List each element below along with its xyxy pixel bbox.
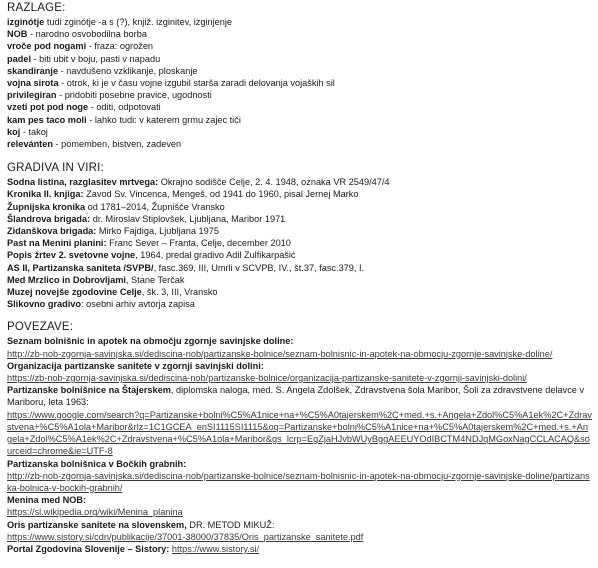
gradivo-item xyxy=(7,262,592,274)
link-title: Menina med NOB: xyxy=(7,495,87,506)
gradivo-item xyxy=(7,225,592,237)
source-detail: , 1964, predal gradivo Adil Zulfikarpašić xyxy=(135,250,296,261)
link-title: Partizanske bolnišnice na Štajerskem xyxy=(7,385,171,396)
spacer xyxy=(7,310,592,321)
link-url[interactable]: http://zb-nob-zgornja-savinjska.si/dediscina-nob/partizanske-bolnice/seznam-bolnisnic-in-apotek-na-obmocju-zgornje-savinjske-doline/partizanska-bolnica-v-bockih-grabnih/ xyxy=(7,470,590,493)
link-title: Portal Zgodovina Slovenije – Sistory: xyxy=(7,543,170,554)
definition: - lahko tudi: v katerem grmu zajec tiči xyxy=(86,114,241,125)
source-title: Kronika II. knjiga: xyxy=(7,189,84,200)
source-title: Sodna listina, razglasitev mrtvega: xyxy=(7,177,159,188)
razlage-item xyxy=(7,16,592,28)
term: NOB xyxy=(7,29,28,40)
source-title: Šlandrova brigada: xyxy=(7,213,91,224)
link-url[interactable]: https://zb-nob-zgornja-savinjska.si/dediscina-nob/partizanske-bolnice/organizacija-partizanske-sanitete-v-zgornji-savinjski-dolini/ xyxy=(7,373,527,384)
term: relevánten xyxy=(7,139,53,150)
razlage-item xyxy=(7,65,592,77)
link-url[interactable]: http://zb-nob-zgornja-savinjska.si/dediscina-nob/partizanske-bolnice/seznam-bolnisnic-in-apotek-na-obmocju-zgornje-savinjske-doline/ xyxy=(7,348,553,359)
definition: - biti ubit v boju, pasti v napadu xyxy=(31,53,161,64)
source-title: Med Mrzlico in Dobrovljami xyxy=(7,274,126,285)
gradivo-item xyxy=(7,213,592,225)
gradivo-item xyxy=(7,237,592,249)
link-title: Partizanska bolnišnica v Bočkih grabnih: xyxy=(7,458,187,469)
source-detail: dr. Miroslav Stiplovšek, Ljubljana, Maribor 1971 xyxy=(90,213,286,224)
link-item xyxy=(7,519,592,543)
link-item xyxy=(7,360,592,384)
razlage-item xyxy=(7,28,592,40)
source-detail: od 1781–2014, Župnišče Vransko xyxy=(85,201,225,212)
term: vroče pod nogami xyxy=(7,41,87,52)
povezave-list xyxy=(7,335,592,555)
link-note: , diplomska naloga, med. S. Angela Zdolšek, Zdravstvena šola Maribor, Šoli za zdravstvene delavce v Mariboru, leta 1963: xyxy=(7,385,585,408)
definition: - narodno osvobodilna borba xyxy=(27,29,147,40)
source-title: Popis žrtev 2. svetovne vojne xyxy=(7,250,136,261)
term: koj xyxy=(7,126,21,137)
link-item xyxy=(7,384,592,457)
gradivo-item xyxy=(7,298,592,310)
gradivo-item xyxy=(7,188,592,200)
source-detail: Zavod Sv. Vincenca, Mengeš, od 1941 do 1960, pisal Jernej Marko xyxy=(83,189,359,200)
definition: - navdušeno vzklikanje, ploskanje xyxy=(58,65,198,76)
razlage-item xyxy=(7,114,592,126)
term: vzeti pot pod noge xyxy=(7,102,89,113)
definition: - pomemben, bistven, zadeven xyxy=(52,139,182,150)
link-note: DR. METOD MIKUŽ: xyxy=(186,519,275,530)
source-title: Župnijska kronika xyxy=(7,201,86,212)
link-item xyxy=(7,335,592,359)
term: vojna sirota xyxy=(7,78,59,89)
link-url[interactable]: https://www.sistory.si/ xyxy=(171,543,260,554)
gradivo-item xyxy=(7,249,592,261)
gradiva-list xyxy=(7,176,592,310)
razlage-item xyxy=(7,138,592,150)
spacer xyxy=(7,150,592,162)
source-title: Slikovno gradivo xyxy=(7,299,82,310)
razlage-item xyxy=(7,101,592,113)
source-detail: , Stane Terčak xyxy=(125,274,185,285)
source-title: Past na Menini planini: xyxy=(7,238,107,249)
link-item xyxy=(7,494,592,518)
gradiva-heading: GRADIVA IN VIRI: xyxy=(7,162,104,175)
term: privilegiran xyxy=(7,90,57,101)
term: skandiranje xyxy=(7,65,59,76)
povezave-heading: POVEZAVE: xyxy=(7,321,74,334)
razlage-item xyxy=(7,40,592,52)
source-title: Muzej novejše zgodovine Celje xyxy=(7,287,142,298)
source-detail: , šk. 3, III, Vransko xyxy=(141,287,218,298)
definition: - pridobiti posebne pravice, ugodnosti xyxy=(56,90,212,101)
source-detail: : osebni arhiv avtorja zapisa xyxy=(81,299,195,310)
link-title: Organizacija partizanske sanitete v zgornji savinjski dolini: xyxy=(7,360,264,371)
razlage-item xyxy=(7,53,592,65)
source-detail: Franc Sever – Franta, Celje, december 2010 xyxy=(106,238,291,249)
definition: - takoj xyxy=(20,126,48,137)
link-title: Oris partizanske sanitete na slovenskem, xyxy=(7,519,187,530)
razlage-list xyxy=(7,16,592,150)
link-item xyxy=(7,458,592,495)
definition: - otrok, ki je v času vojne izgubil starša zaradi delovanja vojaških sil xyxy=(58,78,335,89)
razlage-item xyxy=(7,89,592,101)
link-url[interactable]: https://www.sistory.si/cdn/publikacije/37001-38000/37835/Oris_partizanske_sanitete.pdf xyxy=(7,531,364,542)
razlage-item xyxy=(7,77,592,89)
term: padel xyxy=(7,53,31,64)
source-detail: , fasc.369, III, Umrli v SCVPB, IV., št.37, fasc.379, I. xyxy=(153,262,365,273)
gradivo-item xyxy=(7,201,592,213)
link-item xyxy=(7,543,592,555)
source-detail: Mirko Fajdiga, Ljubljana 1975 xyxy=(96,226,219,237)
gradivo-item xyxy=(7,286,592,298)
term: kam pes taco moli xyxy=(7,114,87,125)
definition: tudi zginótje -a s (?), knjiž. izginitev, izginjenje xyxy=(44,17,233,27)
definition: - oditi, odpotovati xyxy=(88,102,161,113)
definition: - fraza: ogrožen xyxy=(86,41,154,52)
source-title: AS II, Partizanska saniteta /SVPB/ xyxy=(7,262,154,273)
link-title: Seznam bolnišnic in apotek na območju zgornje savinjske doline: xyxy=(7,336,294,347)
source-detail: Okrajno sodišče Celje, 2. 4. 1948, oznaka VR 2549/47/4 xyxy=(158,177,390,188)
gradivo-item xyxy=(7,274,592,286)
link-url[interactable]: https://sl.wikipedia.org/wiki/Menina_planina xyxy=(7,507,183,518)
razlage-item xyxy=(7,126,592,138)
razlage-heading: RAZLAGE: xyxy=(7,2,66,14)
gradivo-item xyxy=(7,176,592,188)
source-title: Zidanškova brigada: xyxy=(7,226,97,237)
link-url[interactable]: https://www.google.com/search?q=Partizanske+bolni%C5%A1nice+na+%C5%A0tajerskem%2C+med.+s.+Angela+Zdol%C5%A1ek%2C+Zdravstvena+%C5%A1ola+Maribor&rlz=1C1GCEA_enSI1115SI1115&oq=Partizanske+bolni%C5%A1nice+na+%C5%A0tajerskem%2C+med.+s.+Angela+Zdol%C5%A1ek%2C+Zdravstvena+%C5%A1ola+Maribor&gs_lcrp=EgZjaHJvbWUyBggAEEUYOdIBCTM4NDJqMGoxNagCCLACAQ&sourceid=chrome&ie=UTF-8 xyxy=(7,409,592,457)
term: izginótje xyxy=(7,17,45,27)
